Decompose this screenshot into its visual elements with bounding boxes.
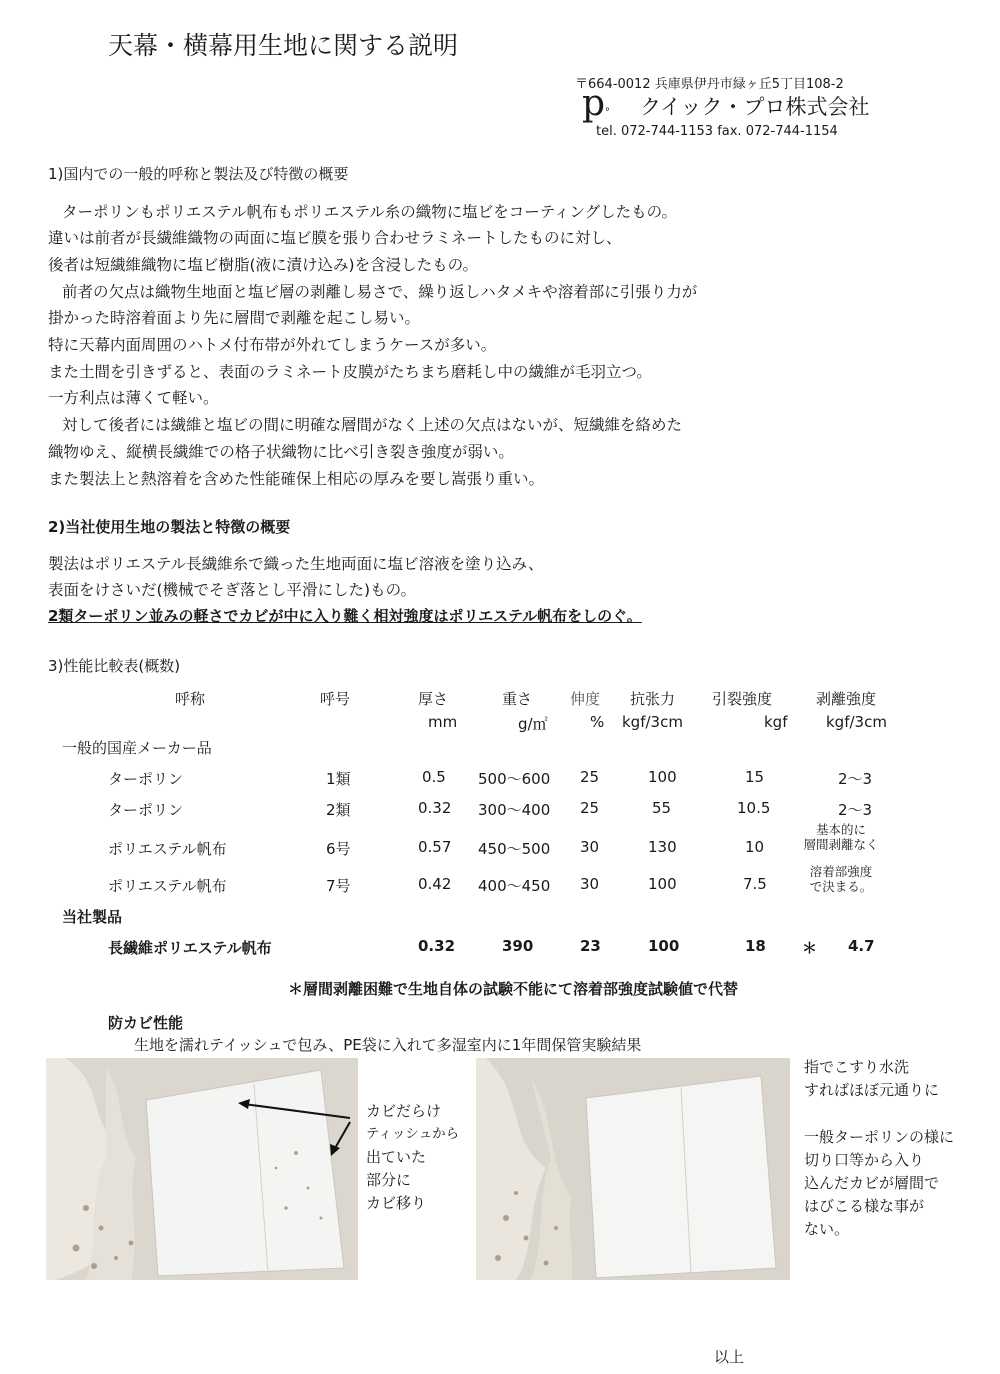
table-cell: 7号: [326, 877, 351, 895]
table-cell: ポリエステル帆布: [108, 877, 227, 895]
column-header: 引裂強度: [712, 690, 773, 708]
group-label: 当社製品: [62, 908, 123, 926]
table-cell: 2～3: [838, 801, 873, 819]
section2-line: 表面をけさいだ(機械でそぎ落とし平滑にした)もの。: [48, 581, 416, 599]
section1-heading: 1)国内での一般的呼称と製法及び特徴の概要: [48, 165, 349, 183]
section1-line: 特に天幕内面周囲のハトメ付布帯が外れてしまうケースが多い。: [48, 336, 497, 354]
section3-heading: 3)性能比較表(概数): [48, 657, 181, 675]
table-cell: 4.7: [848, 937, 875, 955]
page-title: 天幕・横幕用生地に関する説明: [108, 31, 459, 60]
table-cell: 0.32: [418, 799, 452, 817]
arrow-icon: [230, 1090, 370, 1160]
caption-line: 切り口等から入り: [804, 1151, 925, 1169]
company-contact: tel. 072-744-1153 fax. 072-744-1154: [596, 124, 838, 139]
table-cell: ＊: [802, 939, 818, 957]
caption-line: はびこる様な事が: [804, 1197, 925, 1215]
column-header: 抗张力: [630, 690, 676, 708]
column-header: 厚さ: [418, 690, 449, 708]
peel-note-line: 溶着部強度: [809, 864, 873, 879]
column-header: 呼称: [175, 690, 206, 708]
table-cell: 390: [502, 937, 534, 955]
caption-line: カビだらけ: [366, 1102, 442, 1120]
p-logo-icon: p°: [582, 83, 611, 124]
table-cell: 30: [580, 838, 600, 856]
table-cell: 25: [580, 799, 600, 817]
section1-line: また製法上と熱溶着を含めた性能確保上相応の厚みを要し嵩張り重い。: [48, 470, 545, 488]
table-cell: 長繊維ポリエステル帆布: [108, 939, 272, 957]
column-header: 呼号: [320, 690, 351, 708]
peel-note: [800, 822, 882, 894]
table-cell: 23: [580, 937, 601, 955]
table-cell: 2類: [326, 801, 351, 819]
section1-line: 掛かった時溶着面より先に層間で剥離を起こし易い。: [48, 309, 421, 327]
table-cell: 25: [580, 768, 600, 786]
section2-emphasis: 2類ターポリン並みの軽さでカビが中に入り難く相対強度はポリエステル帆布をしのぐ。: [48, 607, 642, 625]
table-cell: 400～450: [478, 877, 551, 895]
table-cell: 10: [745, 838, 765, 856]
caption-line: 部分に: [366, 1171, 412, 1189]
caption-line: すればほぼ元通りに: [804, 1081, 940, 1099]
column-header: 剥離強度: [816, 690, 877, 708]
caption-line: カビ移り: [366, 1194, 427, 1212]
caption-line: ない。: [804, 1220, 850, 1238]
column-unit: mm: [428, 713, 458, 731]
photo-washed-fabric: [476, 1058, 790, 1280]
mold-heading: 防カビ性能: [108, 1014, 184, 1032]
table-cell: 500～600: [478, 770, 551, 788]
table-cell: 100: [648, 768, 677, 786]
table-cell: 100: [648, 937, 680, 955]
table-cell: 6号: [326, 840, 351, 858]
table-cell: 100: [648, 875, 677, 893]
section1-line: ターポリンもポリエステル帆布もポリエステル糸の織物に塩ビをコーティングしたもの。: [62, 203, 678, 221]
column-unit: %: [590, 713, 605, 731]
mold-description: 生地を濡れテイッシュで包み、PE袋に入れて多湿室内に1年間保管実験結果: [134, 1036, 642, 1054]
table-cell: 0.5: [422, 768, 446, 786]
column-unit: kgf: [764, 713, 788, 731]
peel-note-line: 基本的に: [815, 822, 866, 837]
table-cell: 0.32: [418, 937, 456, 955]
column-unit: kgf/3cm: [622, 713, 683, 731]
table-cell: 7.5: [743, 875, 767, 893]
left-photo-caption: [366, 1100, 459, 1215]
table-cell: ターポリン: [108, 801, 184, 819]
right-photo-caption-bottom: [804, 1126, 954, 1241]
column-unit: g/㎡: [518, 715, 548, 733]
peel-note-line: 層間剥離なく: [803, 837, 879, 852]
section2-heading: 2)当社使用生地の製法と特徴の概要: [48, 518, 291, 536]
right-photo-caption-top: [804, 1056, 939, 1102]
caption-line: 一般ターポリンの様に: [804, 1128, 955, 1146]
table-cell: 1類: [326, 770, 351, 788]
section1-line: 後者は短繊維織物に塩ビ樹脂(液に漬け込み)を含浸したもの。: [48, 256, 478, 274]
caption-line: 指でこすり水洗: [804, 1058, 910, 1076]
section1-line: 前者の欠点は織物生地面と塩ビ層の剥離し易さで、繰り返しハタメキや溶着部に引張り力が: [62, 283, 698, 301]
caption-line: 込んだカビが層間で: [804, 1174, 940, 1192]
closing-text: 以上: [714, 1348, 745, 1366]
caption-line: 出ていた: [366, 1148, 427, 1166]
section1-line: 織物ゆえ、縦横長繊維での格子状織物に比べ引き裂き強度が弱い。: [48, 443, 514, 461]
table-cell: 0.42: [418, 875, 452, 893]
section1-line: 違いは前者が長繊維織物の両面に塩ビ膜を張り合わせラミネートしたものに対し、: [48, 229, 622, 247]
section1-line: また土間を引きずると、表面のラミネート皮膜がたちまち磨耗し中の繊維が毛羽立つ。: [48, 363, 652, 381]
table-cell: 18: [745, 937, 766, 955]
table-cell: ポリエステル帆布: [108, 840, 227, 858]
table-cell: 15: [745, 768, 765, 786]
column-header: 伸度: [570, 690, 601, 708]
group-label: 一般的国産メーカー品: [62, 739, 212, 757]
table-cell: 30: [580, 875, 600, 893]
table-cell: 130: [648, 838, 677, 856]
table-footnote: ＊層間剥離困難で生地自体の試験不能にて溶着部強度試験値で代替: [288, 980, 739, 998]
caption-line: ティッシュから: [366, 1126, 460, 1142]
section1-line: 一方利点は薄くて軽い。: [48, 389, 219, 407]
peel-note-line: で決まる。: [809, 879, 873, 894]
table-cell: 2～3: [838, 770, 873, 788]
table-cell: 10.5: [737, 799, 771, 817]
table-cell: ターポリン: [108, 770, 184, 788]
table-cell: 55: [652, 799, 672, 817]
column-unit: kgf/3cm: [826, 713, 887, 731]
company-address: 〒664-0012 兵庫県伊丹市緑ヶ丘5丁目108-2: [575, 77, 844, 92]
table-cell: 0.57: [418, 838, 452, 856]
section2-line: 製法はポリエステル長繊維糸で織った生地両面に塩ビ溶液を塗り込み、: [48, 555, 544, 573]
company-name: クイック・プロ株式会社: [640, 95, 870, 119]
table-cell: 300～400: [478, 801, 551, 819]
column-header: 重さ: [502, 690, 533, 708]
section1-line: 対して後者には繊維と塩ビの間に明確な層間がなく上述の欠点はないが、短繊維を絡めた: [62, 416, 683, 434]
table-cell: 450～500: [478, 840, 551, 858]
